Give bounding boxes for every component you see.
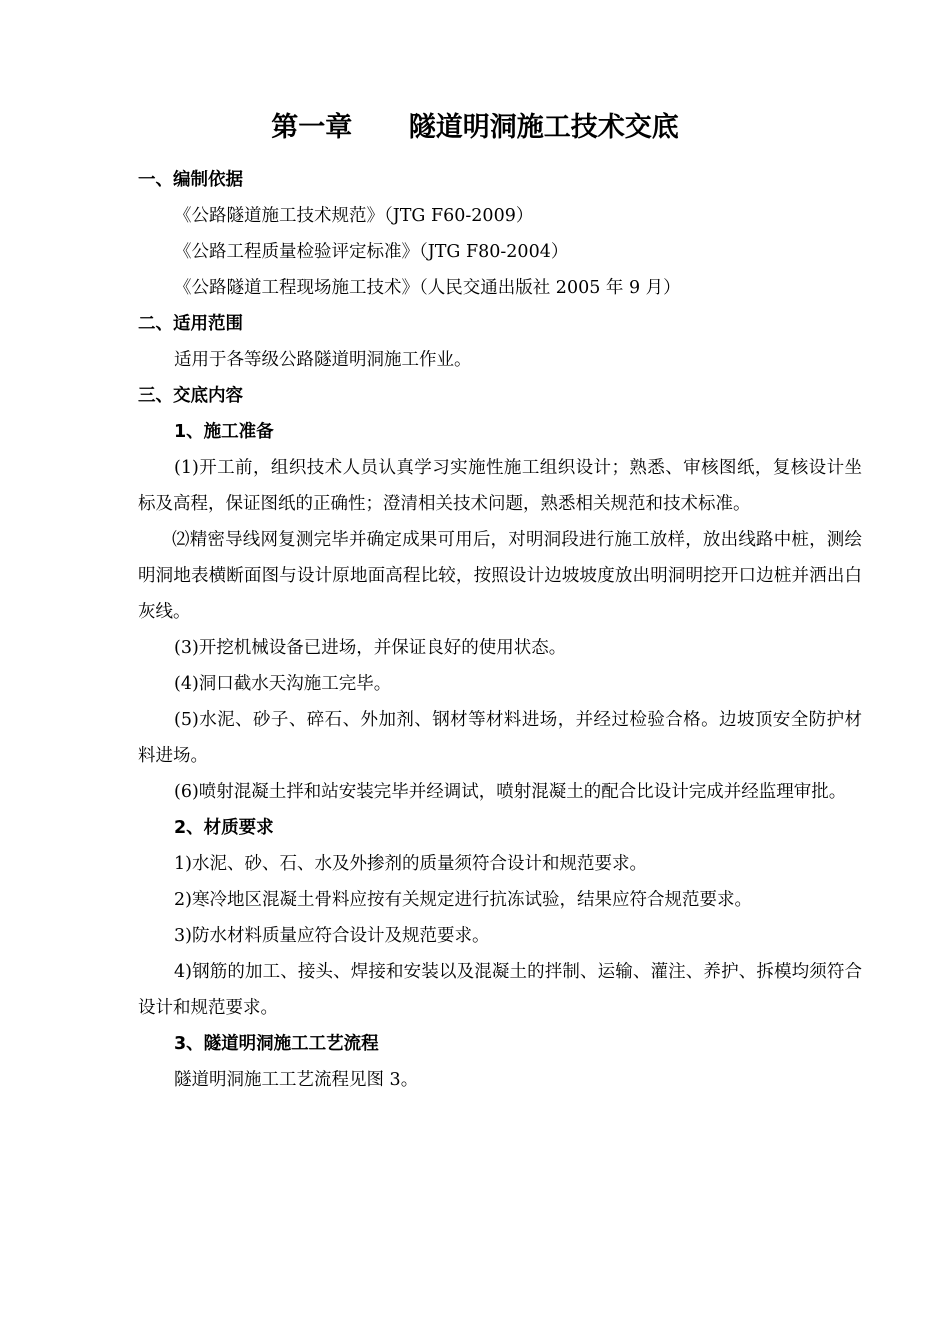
section-heading-basis: 一、编制依据 (138, 170, 243, 190)
materials-item: 1)水泥、砂、石、水及外掺剂的质量须符合设计和规范要求。 (174, 854, 647, 874)
reference-item: 《公路隧道工程现场施工技术》（人民交通出版社 2005 年 9 月） (174, 278, 681, 298)
prep-item: (5)水泥、砂子、碎石、外加剂、钢材等材料进场，并经过检验合格。边坡顶安全防护材料进场。 (138, 710, 862, 766)
scope-text: 适用于各等级公路隧道明洞施工作业。 (174, 350, 472, 370)
subsection-heading-materials: 2、材质要求 (174, 818, 274, 838)
materials-item: 2)寒冷地区混凝土骨料应按有关规定进行抗冻试验，结果应符合规范要求。 (174, 890, 752, 910)
materials-item: 4)钢筋的加工、接头、焊接和安装以及混凝土的拌制、运输、灌注、养护、拆模均须符合设计和规范要求。 (138, 962, 862, 1018)
document-body (138, 162, 862, 1098)
reference-item: 《公路隧道施工技术规范》（JTG F60-2009） (174, 206, 534, 226)
chapter-title: 第一章 隧道明洞施工技术交底 (271, 112, 679, 143)
process-text: 隧道明洞施工工艺流程见图 3。 (174, 1070, 419, 1090)
prep-item: (4)洞口截水天沟施工完毕。 (174, 674, 392, 694)
prep-item: (6)喷射混凝土拌和站安装完毕并经调试，喷射混凝土的配合比设计完成并经监理审批。 (174, 782, 847, 802)
subsection-heading-prep: 1、施工准备 (174, 422, 274, 442)
section-heading-content: 三、交底内容 (138, 386, 243, 406)
section-heading-scope: 二、适用范围 (138, 314, 243, 334)
reference-item: 《公路工程质量检验评定标准》（JTG F80-2004） (174, 242, 569, 262)
prep-item: ⑵精密导线网复测完毕并确定成果可用后，对明洞段进行施工放样，放出线路中桩，测绘明洞地表横断面图与设计原地面高程比较，按照设计边坡坡度放出明洞明挖开口边桩并洒出白灰线。 (138, 530, 862, 622)
materials-item: 3)防水材料质量应符合设计及规范要求。 (174, 926, 490, 946)
prep-item: (1)开工前，组织技术人员认真学习实施性施工组织设计；熟悉、审核图纸，复核设计坐标及高程，保证图纸的正确性；澄清相关技术问题，熟悉相关规范和技术标准。 (138, 458, 862, 514)
subsection-heading-process: 3、隧道明洞施工工艺流程 (174, 1034, 379, 1054)
prep-item: (3)开挖机械设备已进场，并保证良好的使用状态。 (174, 638, 567, 658)
